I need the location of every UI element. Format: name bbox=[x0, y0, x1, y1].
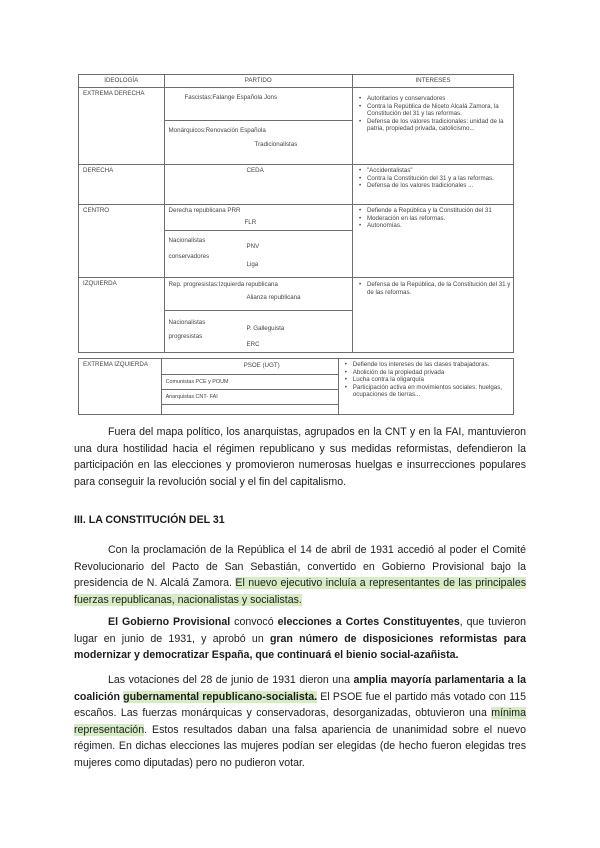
list-item: • Defensa de los valores tradicionales: unidad de la patria, propiedad privada, catolicismo... bbox=[359, 118, 511, 133]
list-item: • Lucha contra la oligarquía bbox=[345, 376, 511, 384]
interests-list bbox=[339, 361, 513, 399]
bold-text: gran número de disposiciones reformistas para modernizar y democratizar España, que continuará el bienio social-azañista. bbox=[74, 632, 526, 662]
interests-cell bbox=[352, 205, 513, 278]
text-span: Con la proclamación de la República el 14 de abril de 1931 accedió al poder el Comité Revolucionario del Pacto de San Sebastián, convertido en Gobierno Provisional bajo la presidencia de N. Alcalá Zamora. bbox=[74, 544, 526, 590]
header-party: PARTIDO bbox=[164, 75, 352, 88]
provisional-government-paragraph bbox=[74, 614, 526, 664]
interests-list bbox=[353, 207, 513, 230]
list-item: • Autoritarios y conservadores bbox=[359, 95, 511, 103]
interests-list bbox=[353, 95, 513, 133]
section-heading: III. LA CONSTITUCIÓN DEL 31 bbox=[74, 514, 225, 526]
party-name: Alianza republicana bbox=[246, 294, 301, 301]
party-group bbox=[162, 375, 338, 390]
anarchists-paragraph: Fuera del mapa político, los anarquistas, agrupados en la CNT y en la FAI, mantuvieron una dura hostilidad hacia el régimen republicano y sus medidas reformistas, defendieron la participación en las elecciones y promovieron numerosas huelgas e insurrecciones populares para conseguir la revolución social y el fin del capitalismo. bbox=[74, 426, 526, 488]
elections-paragraph bbox=[74, 672, 526, 772]
list-item: • Participación activa en movimientos sociales: huelgas, ocupaciones de tierras... bbox=[345, 384, 511, 399]
interests-list bbox=[353, 281, 513, 296]
interests-cell bbox=[352, 165, 513, 205]
party-group bbox=[162, 390, 338, 405]
party-name: CEDA bbox=[246, 167, 264, 174]
highlighted-text: El nuevo ejecutivo incluía a representantes de las principales fuerzas republicanas, nacionalistas y socialistas. bbox=[74, 577, 527, 606]
party-name: Anarquistas CNT- FAI bbox=[165, 394, 218, 400]
list-item: • "Accidentalistas" bbox=[359, 167, 511, 175]
bold-text: El Gobierno Provisional bbox=[108, 616, 231, 628]
highlighted-text: mínima representación bbox=[74, 707, 526, 736]
party-name: Tradicionalistas bbox=[254, 141, 298, 148]
party-group bbox=[165, 120, 352, 164]
table-row bbox=[79, 88, 514, 165]
party-name: Comunistas PCE y POUM bbox=[165, 379, 229, 385]
party-name: Monárquicos:Renovación Española bbox=[168, 127, 266, 134]
ideology-cell: CENTRO bbox=[79, 205, 165, 278]
party-name: P. Galleguista bbox=[246, 325, 285, 332]
table-header-row bbox=[79, 75, 514, 88]
party-cell bbox=[164, 278, 352, 353]
ideology-cell: IZQUIERDA bbox=[79, 278, 165, 353]
table-row bbox=[79, 359, 514, 415]
list-item: • Contra la República de Niceto Alcalá Zamora, la Constitución del 31 y las reformas. bbox=[359, 103, 511, 118]
party-group bbox=[165, 230, 352, 277]
party-group bbox=[165, 278, 352, 310]
table-row bbox=[79, 278, 514, 353]
party-name: FLR bbox=[244, 219, 257, 226]
text-span: . Estos resultados daban una falsa apariencia de unanimidad sobre el nuevo régimen. En dichas elecciones las mujeres podían ser elegidas (de hecho fueron elegidas tres mujeres como diputadas) pero no pudieron votar. bbox=[74, 723, 526, 769]
interests-cell bbox=[352, 278, 513, 353]
party-name: PNV bbox=[246, 243, 260, 250]
list-item: • Defiende a República y la Constitución del 31 bbox=[359, 207, 511, 215]
political-parties-table bbox=[78, 74, 514, 353]
party-name: Derecha republicana PRR bbox=[168, 207, 241, 214]
highlighted-bold-text: gubernamental republicano-socialista. bbox=[123, 690, 318, 703]
party-name: Rep. progresistas:Izquierda republicana bbox=[168, 281, 278, 288]
ideology-cell: EXTREMA DERECHA bbox=[79, 88, 165, 165]
party-cell bbox=[161, 359, 338, 415]
header-interests: INTERESES bbox=[352, 75, 513, 88]
text-span: convocó bbox=[230, 616, 278, 628]
list-item: • Autonomías. bbox=[359, 222, 511, 230]
table-row bbox=[79, 165, 514, 205]
party-cell bbox=[164, 88, 352, 165]
party-group bbox=[162, 359, 338, 375]
text-span: El PSOE fue el partido más votado con 115 escaños. Las fuerzas monárquicas y conservadoras, desorganizadas, obtuvieron una bbox=[74, 690, 526, 720]
text-span: Las votaciones del 28 de junio de 1931 dieron una bbox=[108, 674, 354, 686]
list-item: • Defensa de los valores tradicionales ... bbox=[359, 182, 511, 190]
text-span: , que tuvieron lugar en junio de 1931, y aprobó un bbox=[74, 616, 526, 645]
party-name: Liga bbox=[246, 261, 259, 268]
list-item: • Moderación en las reformas. bbox=[359, 215, 511, 223]
interests-cell bbox=[352, 88, 513, 165]
party-name: conservadores bbox=[168, 253, 210, 260]
party-name: ERC bbox=[246, 341, 260, 348]
party-group bbox=[165, 205, 352, 230]
party-name: Nacionalistas bbox=[168, 319, 206, 326]
party-cell bbox=[164, 165, 352, 205]
interests-cell bbox=[338, 359, 513, 415]
table-row bbox=[79, 205, 514, 278]
interests-list bbox=[353, 167, 513, 190]
party-group bbox=[165, 165, 352, 203]
bold-text: elecciones a Cortes Constituyentes bbox=[277, 616, 460, 628]
party-name: PSOE (UGT) bbox=[243, 362, 280, 369]
party-name: Fascistas:Falange Española Jons bbox=[184, 94, 278, 101]
ideology-cell: DERECHA bbox=[79, 165, 165, 205]
list-item: • Defensa de la República, de la Constitución del 31 y de las reformas. bbox=[359, 281, 511, 296]
party-name: progresistas bbox=[168, 333, 203, 340]
extreme-left-table bbox=[78, 358, 514, 415]
header-ideology: IDEOLOGÍA bbox=[79, 75, 165, 88]
list-item: • Defiende los intereses de las clases trabajadoras. bbox=[345, 361, 511, 369]
list-item: • Contra la Constitución del 31 y a las reformas. bbox=[359, 175, 511, 183]
proclamation-paragraph bbox=[74, 542, 526, 608]
party-name: Nacionalistas bbox=[168, 237, 206, 244]
party-group bbox=[165, 88, 352, 120]
party-group bbox=[165, 310, 352, 352]
ideology-cell: EXTREMA IZQUIERDA bbox=[79, 359, 162, 415]
list-item: • Abolición de la propiedad privada bbox=[345, 369, 511, 377]
party-cell bbox=[164, 205, 352, 278]
bold-text: amplia mayoría parlamentaria a la coalición bbox=[74, 674, 526, 703]
